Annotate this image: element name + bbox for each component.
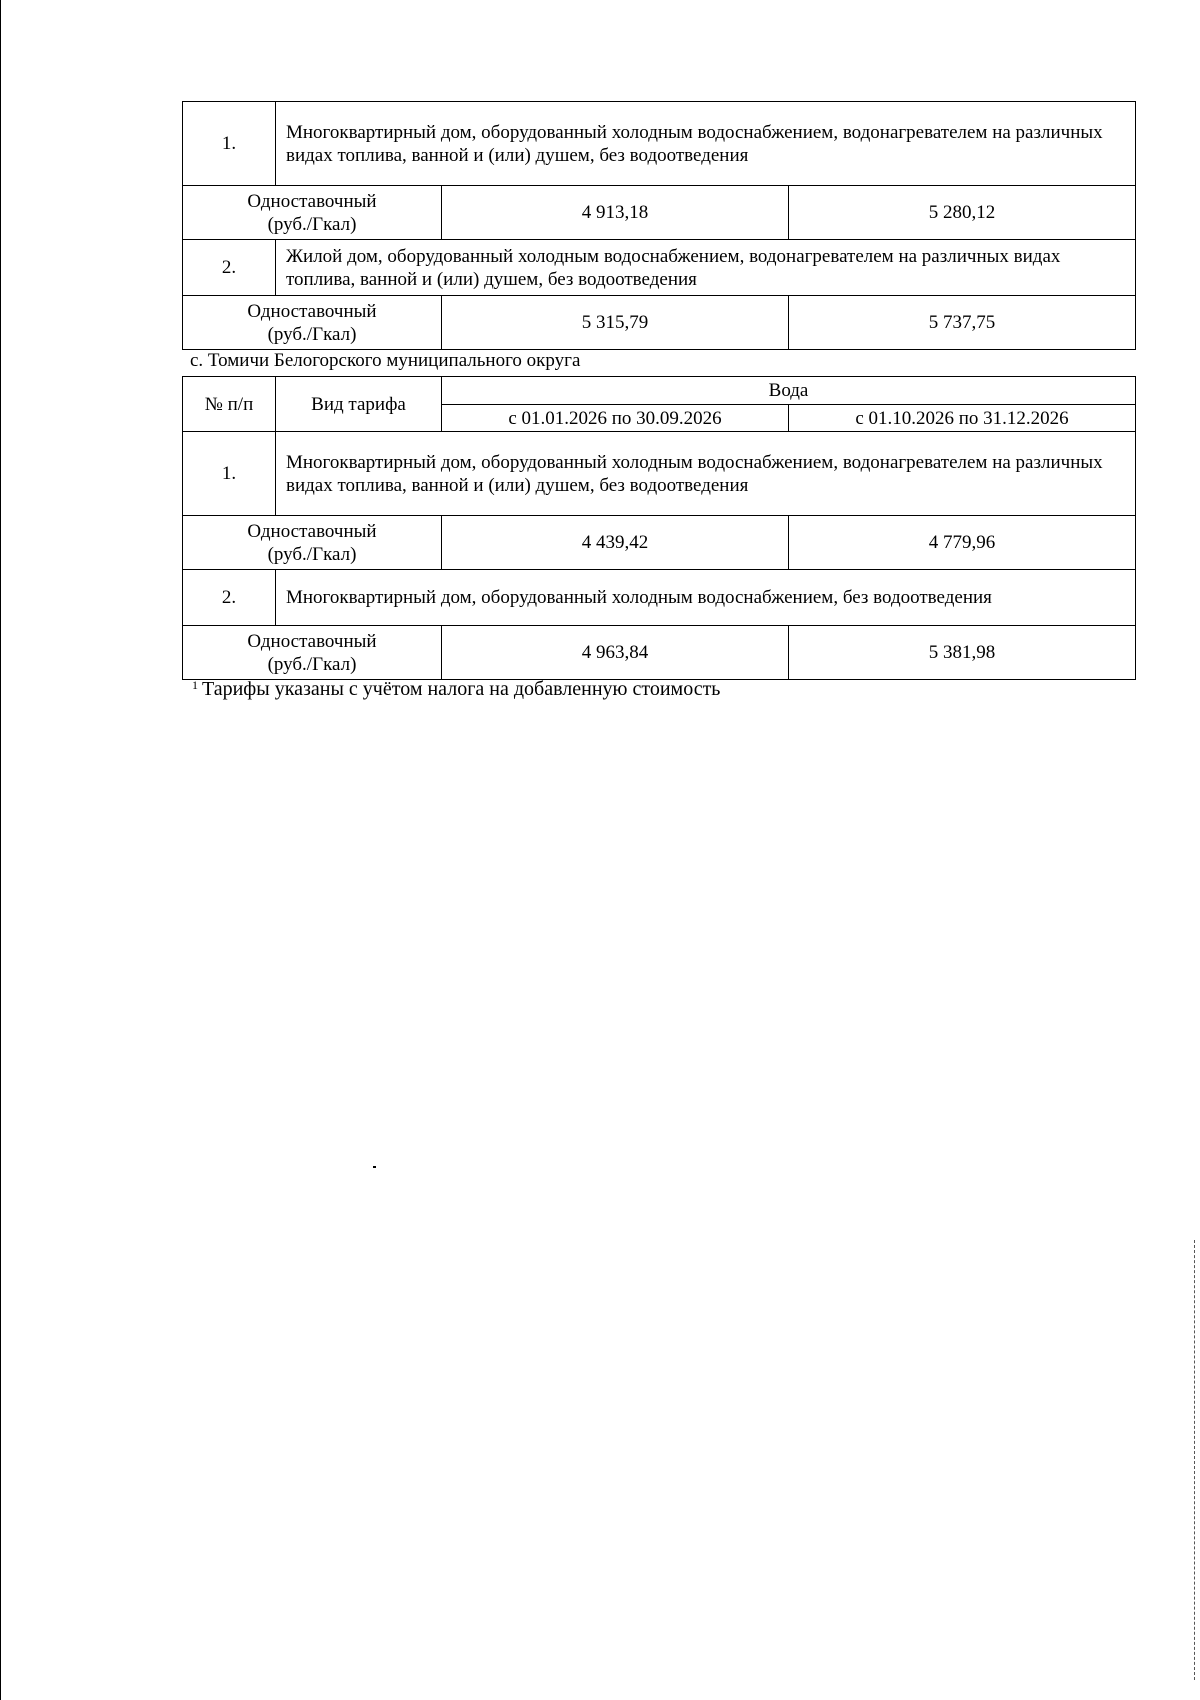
footnote-marker: 1 bbox=[192, 678, 198, 692]
tariff-type-cell bbox=[183, 516, 442, 570]
tariff-value-period1: 5 315,79 bbox=[442, 296, 789, 350]
tariff-type-label: Одноставочный bbox=[247, 300, 377, 322]
table-row bbox=[183, 296, 1136, 350]
consumer-category: Жилой дом, оборудованный холодным водоснабжением, водонагревателем на различных видах топлива, ванной и (или) душем, без водоотведения bbox=[276, 240, 1136, 296]
header-water: Вода bbox=[442, 377, 1136, 405]
table-row bbox=[183, 432, 1136, 516]
row-number: 2. bbox=[183, 570, 276, 626]
tariff-value-period2: 5 737,75 bbox=[789, 296, 1136, 350]
tariff-value-period2: 5 280,12 bbox=[789, 186, 1136, 240]
row-number: 2. bbox=[183, 240, 276, 296]
tariff-unit-label: (руб./Гкал) bbox=[267, 213, 357, 235]
tariff-value-period2: 4 779,96 bbox=[789, 516, 1136, 570]
table-row bbox=[183, 516, 1136, 570]
row-number: 1. bbox=[183, 102, 276, 186]
header-number: № п/п bbox=[183, 377, 276, 432]
tariff-value-period1: 4 439,42 bbox=[442, 516, 789, 570]
tariff-value-period1: 4 913,18 bbox=[442, 186, 789, 240]
footnote-text: Тарифы указаны с учётом налога на добавленную стоимость bbox=[202, 678, 721, 700]
tariff-type-label: Одноставочный bbox=[247, 190, 377, 212]
tariff-unit-label: (руб./Гкал) bbox=[267, 653, 357, 675]
table-row bbox=[183, 626, 1136, 680]
header-period2: с 01.10.2026 по 31.12.2026 bbox=[789, 405, 1136, 432]
locality-caption: с. Томичи Белогорского муниципального округа bbox=[190, 350, 581, 371]
footnote bbox=[192, 677, 720, 701]
table-header-row bbox=[183, 377, 1136, 405]
table-row bbox=[183, 186, 1136, 240]
consumer-category: Многоквартирный дом, оборудованный холодным водоснабжением, водонагревателем на различных видах топлива, ванной и (или) душем, без водоотведения bbox=[276, 432, 1136, 516]
scan-right-artifact bbox=[1194, 1240, 1196, 1680]
tariff-type-cell bbox=[183, 626, 442, 680]
tariff-type-label: Одноставочный bbox=[247, 520, 377, 542]
header-tariff-type: Вид тарифа bbox=[276, 377, 442, 432]
tariff-type-cell bbox=[183, 296, 442, 350]
scan-left-edge bbox=[0, 0, 1, 1700]
tariff-value-period2: 5 381,98 bbox=[789, 626, 1136, 680]
tariff-type-cell bbox=[183, 186, 442, 240]
tariff-value-period1: 4 963,84 bbox=[442, 626, 789, 680]
consumer-category: Многоквартирный дом, оборудованный холодным водоснабжением, без водоотведения bbox=[276, 570, 1136, 626]
tariff-table-continued bbox=[182, 101, 1136, 350]
header-period1: с 01.01.2026 по 30.09.2026 bbox=[442, 405, 789, 432]
tariff-unit-label: (руб./Гкал) bbox=[267, 543, 357, 565]
scan-speck bbox=[373, 1166, 376, 1168]
table-row bbox=[183, 102, 1136, 186]
table-row bbox=[183, 240, 1136, 296]
tariff-type-label: Одноставочный bbox=[247, 630, 377, 652]
table-row bbox=[183, 570, 1136, 626]
tariff-table-tomichi bbox=[182, 376, 1136, 680]
consumer-category: Многоквартирный дом, оборудованный холодным водоснабжением, водонагревателем на различных видах топлива, ванной и (или) душем, без водоотведения bbox=[276, 102, 1136, 186]
row-number: 1. bbox=[183, 432, 276, 516]
tariff-unit-label: (руб./Гкал) bbox=[267, 323, 357, 345]
